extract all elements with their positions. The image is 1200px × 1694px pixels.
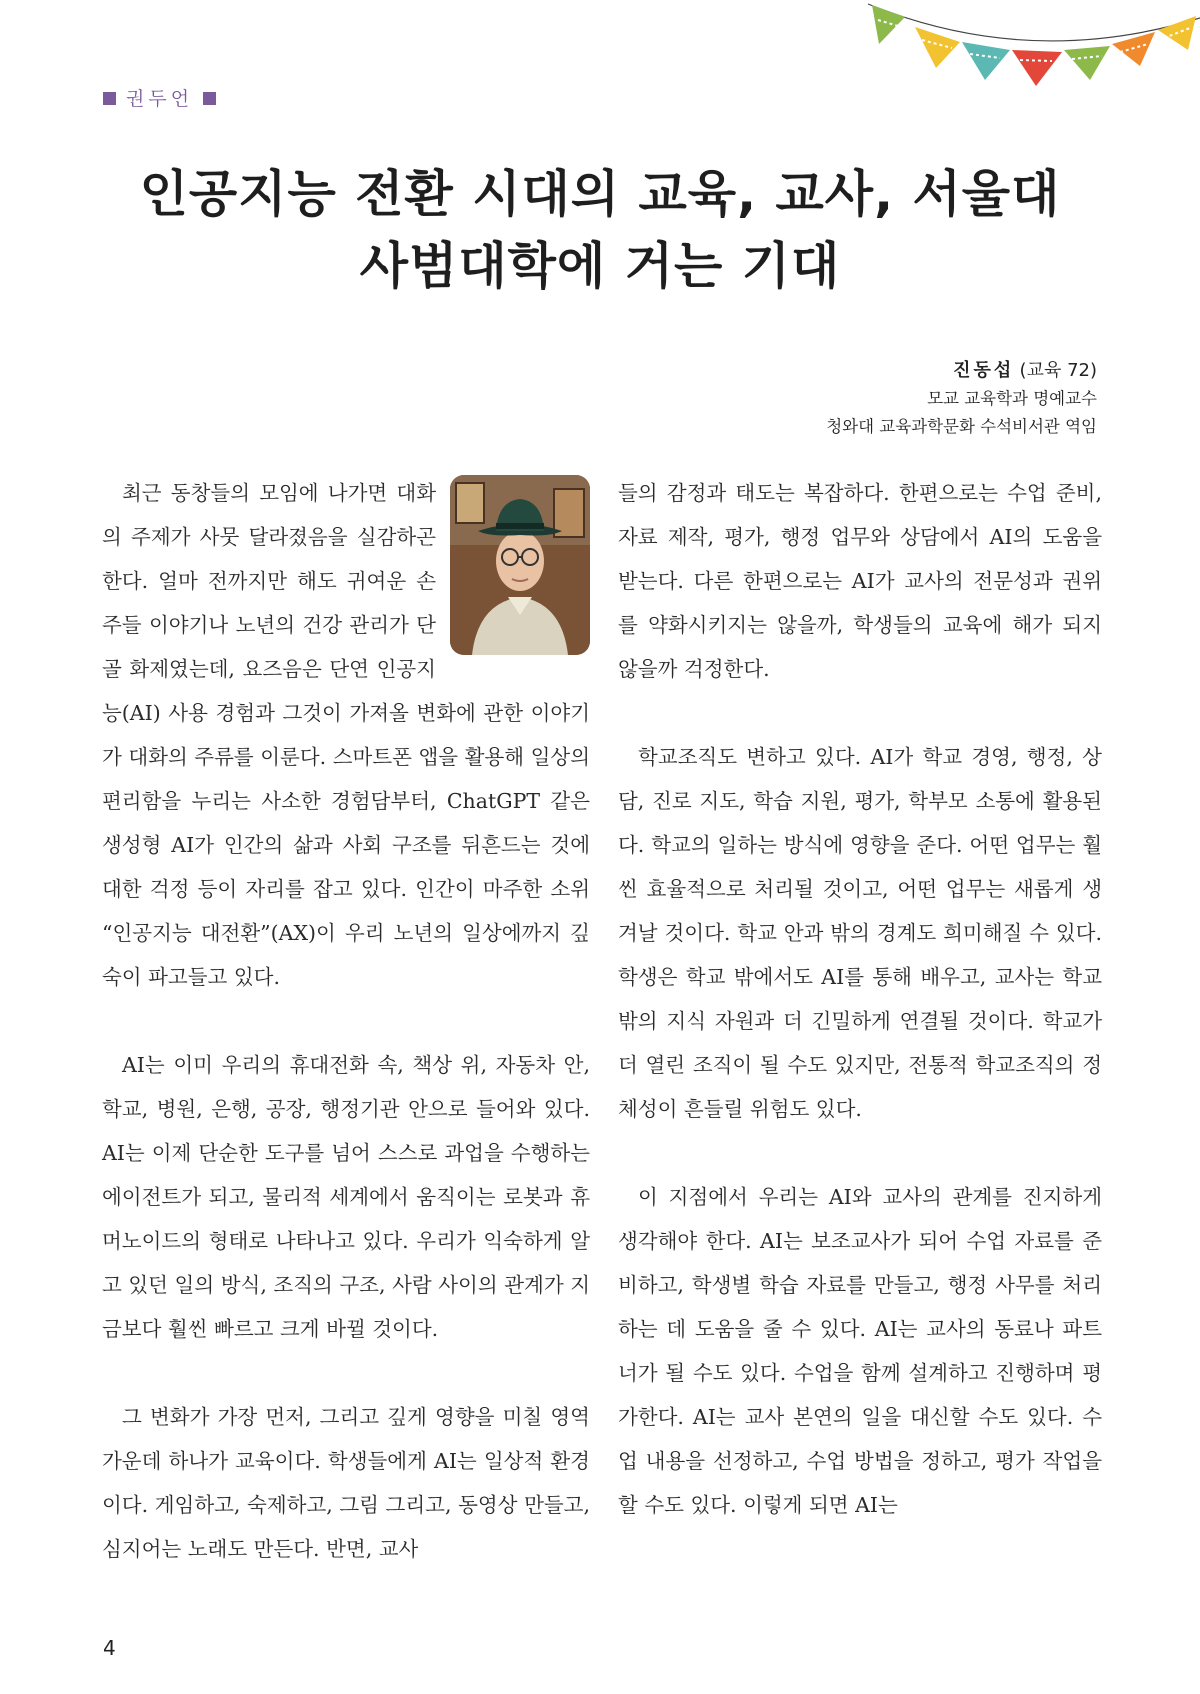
author-class: (교육 72) — [1019, 360, 1097, 381]
column-tag-label: 권두언 — [126, 88, 194, 110]
bunting-flag — [1012, 50, 1062, 86]
author-photo — [450, 475, 590, 655]
square-bullet-icon — [103, 92, 116, 105]
paragraph: 들의 감정과 태도는 복잡하다. 한편으로는 수업 준비, 자료 제작, 평가, 행정 업무와 상담에서 AI의 도움을 받는다. 다른 한편으로는 AI가 교사의 전문성과 권위를 약화시키지는 않을까, 학생들의 교육에 해가 되지 않을까 걱정한다. — [618, 481, 1102, 681]
bunting-flag — [872, 5, 905, 44]
author-role-1: 모교 교육학과 명예교수 — [927, 389, 1097, 408]
bunting-flag — [1064, 46, 1110, 80]
author-byline — [826, 357, 1097, 441]
author-name: 진동섭 — [953, 360, 1015, 381]
paragraph: 그 변화가 가장 먼저, 그리고 깊게 영향을 미칠 영역 가운데 하나가 교육이다. 학생들에게 AI는 일상적 환경이다. 게임하고, 숙제하고, 그림 그리고, 동영상 만들고, 심지어는 노래도 만든다. 반면, 교사 — [102, 1405, 590, 1561]
title-line-1: 인공지능 전환 시대의 교육, 교사, 서울대 — [139, 165, 1061, 223]
left-column — [102, 471, 590, 1615]
paragraph: 학교조직도 변하고 있다. AI가 학교 경영, 행정, 상담, 진로 지도, 학습 지원, 평가, 학부모 소통에 활용된다. 학교의 일하는 방식에 영향을 준다. 어떤 업무는 훨씬 효율적으로 처리될 것이고, 어떤 업무는 새롭게 생겨날 것이다. 학교 안과 밖의 경계도 희미해질 수 있다. 학생은 학교 밖에서도 AI를 통해 배우고, 교사는 학교 밖의 지식 자원과 더 긴밀하게 연결될 것이다. 학교가 더 열린 조직이 될 수도 있지만, 전통적 학교조직의 정체성이 흔들릴 위험도 있다. — [618, 745, 1102, 1121]
bunting-flag — [915, 27, 960, 68]
square-bullet-icon — [203, 92, 216, 105]
right-column — [618, 471, 1102, 1571]
article-title — [100, 158, 1100, 302]
title-line-2: 사범대학에 거는 기대 — [359, 237, 841, 295]
paragraph: AI는 이미 우리의 휴대전화 속, 책상 위, 자동차 안, 학교, 병원, 은행, 공장, 행정기관 안으로 들어와 있다. AI는 이제 단순한 도구를 넘어 스스로 과업을 수행하는 에이전트가 되고, 물리적 세계에서 움직이는 로봇과 휴머노이드의 형태로 나타나고 있다. 우리가 익숙하게 알고 있던 일의 방식, 조직의 구조, 사람 사이의 관계가 지금보다 훨씬 빠르고 크게 바뀔 것이다. — [102, 1053, 590, 1341]
paragraph: 최근 동창들의 모임에 나가면 대화의 주제가 사뭇 달라졌음을 실감하곤 한다. 얼마 전까지만 해도 귀여운 손주들 이야기나 노년의 건강 관리가 단골 화제였는데, 요즈음은 단연 인공지능(AI) 사용 경험과 그것이 가져올 변화에 관한 이야기가 대화의 주류를 이룬다. 스마트폰 앱을 활용해 일상의 편리함을 누리는 사소한 경험담부터, ChatGPT 같은 생성형 AI가 인간의 삶과 사회 구조를 뒤흔드는 것에 대한 걱정 등이 자리를 잡고 있다. 인간이 마주한 소위 “인공지능 대전환”(AX)이 우리 노년의 일상에까지 깊숙이 파고들고 있다. — [102, 481, 590, 989]
column-tag — [103, 84, 216, 111]
author-role-2: 청와대 교육과학문화 수석비서관 역임 — [826, 417, 1097, 436]
bunting-flag — [962, 42, 1010, 80]
paragraph: 이 지점에서 우리는 AI와 교사의 관계를 진지하게 생각해야 한다. AI는 보조교사가 되어 수업 자료를 준비하고, 학생별 학습 자료를 만들고, 행정 사무를 처리하는 데 도움을 줄 수 있다. AI는 교사의 동료나 파트너가 될 수도 있다. 수업을 함께 설계하고 진행하며 평가한다. AI는 교사 본연의 일을 대신할 수도 있다. 수업 내용을 선정하고, 수업 방법을 정하고, 평가 작업을 할 수도 있다. 이렇게 되면 AI는 — [618, 1185, 1102, 1517]
page-number: 4 — [103, 1636, 116, 1660]
